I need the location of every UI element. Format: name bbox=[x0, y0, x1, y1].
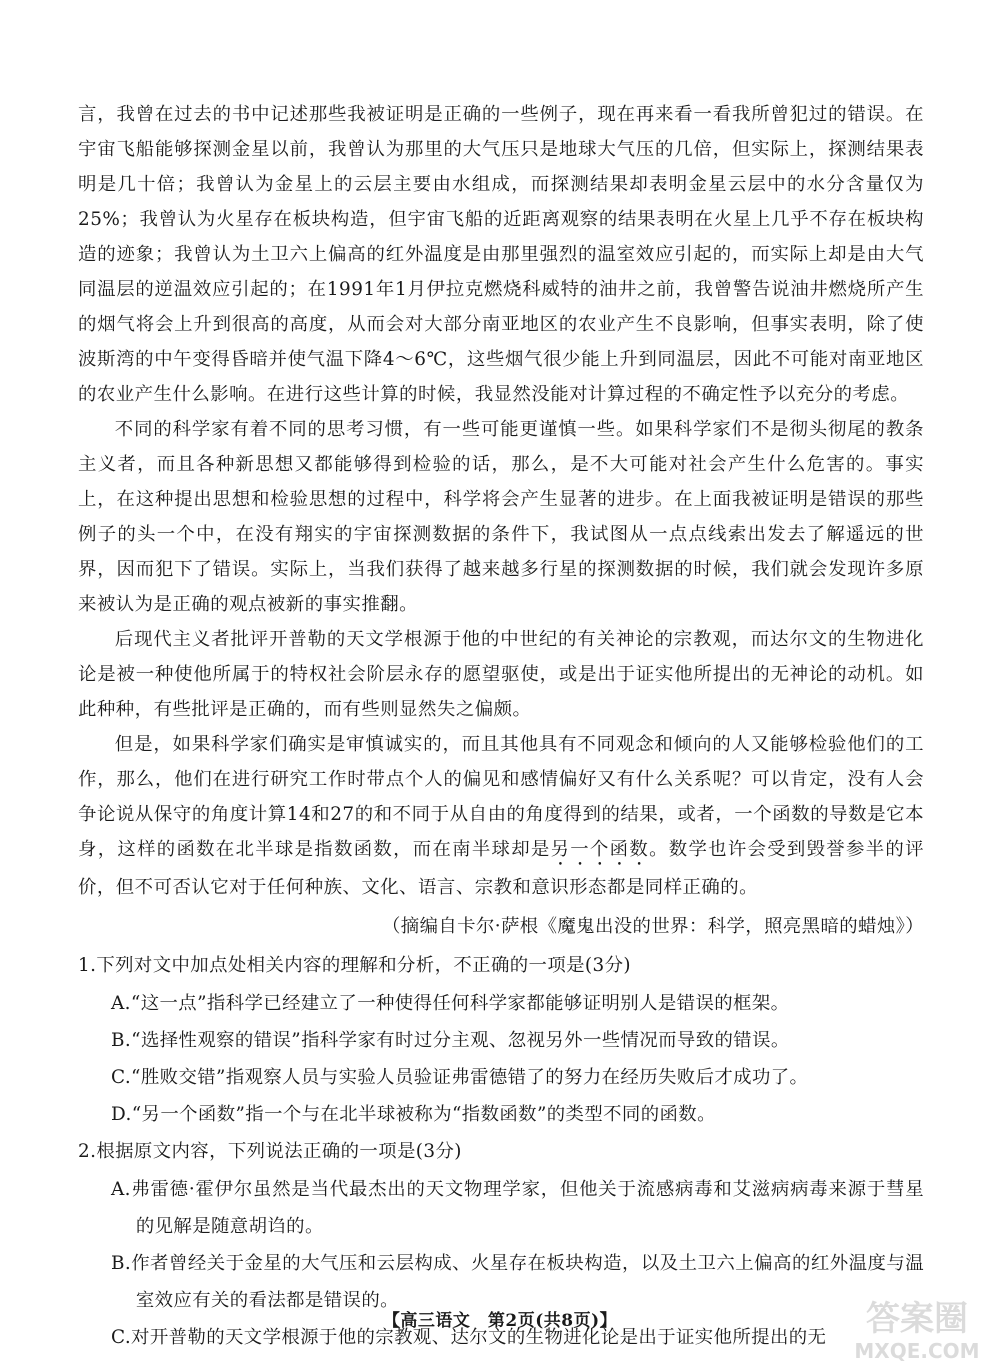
paragraph-4 bbox=[78, 727, 924, 905]
question-stem: 1.下列对文中加点处相关内容的理解和分析，不正确的一项是(3分) bbox=[78, 955, 631, 976]
option-a: A.“这一点”指科学已经建立了一种使得任何科学家都能够证明别人是错误的框架。 bbox=[111, 993, 790, 1014]
paragraph-4-after: 。数学也许会受到毁誉参半的评价，但不可否认它对于任何种族、文化、语言、宗教和意识形态都是同样正确的。 bbox=[78, 839, 924, 898]
paragraph-2: 不同的科学家有着不同的思考习惯，有一些可能更谨慎一些。如果科学家们不是彻头彻尾的教条主义者，而且各种新思想又都能够得到检验的话，那么，是不大可能对社会产生什么危害的。事实上，在这种提出思想和检验思想的过程中，科学将会产生显著的进步。在上面我被证明是错误的那些例子的头一个中，在没有翔实的宇宙探测数据的条件下，我试图从一点点线索出发去了解遥远的世界，因而犯下了错误。实际上，当我们获得了越来越多行星的探测数据的时候，我们就会发现许多原来被认为是正确的观点被新的事实推翻。 bbox=[78, 419, 924, 615]
question-1 bbox=[78, 947, 924, 1133]
paragraph-3: 后现代主义者批评开普勒的天文学根源于他的中世纪的有关神论的宗教观，而达尔文的生物进化论是被一种使他所属于的特权社会阶层永存的愿望驱使，或是出于证实他所提出的无神论的动机。如此种种，有些批评是正确的，而有些则显然失之偏颇。 bbox=[78, 629, 924, 720]
option-a: A.弗雷德·霍伊尔虽然是当代最杰出的天文物理学家，但他关于流感病毒和艾滋病病毒来源于彗星的见解是随意胡诌的。 bbox=[111, 1179, 924, 1237]
question-stem: 2.根据原文内容，下列说法正确的一项是(3分) bbox=[78, 1141, 462, 1162]
watermark-logo bbox=[842, 1292, 992, 1364]
emphasized-phrase: 另一个函数 bbox=[550, 839, 650, 860]
watermark-top-text: 答案圈 bbox=[866, 1299, 968, 1339]
document-body bbox=[78, 97, 924, 1356]
watermark-bottom-text: MXQE.COM bbox=[854, 1339, 980, 1363]
option-c: C.“胜败交错”指观察人员与实验人员验证弗雷德错了的努力在经历失败后才成功了。 bbox=[111, 1067, 809, 1088]
page-footer: 【高三语文 第2页(共8页)】 bbox=[382, 1311, 618, 1331]
paragraph-4-before: 但是，如果科学家们确实是审慎诚实的，而且其他具有不同观念和倾向的人又能够检验他们的工作，那么，他们在进行研究工作时带点个人的偏见和感情偏好又有什么关系呢？可以肯定，没有人会争论说从保守的角度计算14和27的和不同于从自由的角度得到的结果，或者，一个函数的导数是它本身，这样的函数在北半球是指数函数，而在南半球却是 bbox=[78, 734, 924, 860]
option-c: C.对开普勒的天文学根源于他的宗教观、达尔文的生物进化论是出于证实他所提出的无 bbox=[111, 1327, 827, 1348]
paragraph-1: 言，我曾在过去的书中记述那些我被证明是正确的一些例子，现在再来看一看我所曾犯过的错误。在宇宙飞船能够探测金星以前，我曾认为那里的大气压只是地球大气压的几倍，但实际上，探测结果表明是几十倍；我曾认为金星上的云层主要由水组成，而探测结果却表明金星云层中的水分含量仅为25%；我曾认为火星存在板块构造，但宇宙飞船的近距离观察的结果表明在火星上几乎不存在板块构造的迹象；我曾认为土卫六上偏高的红外温度是由那里强烈的温室效应引起的，而实际上却是由大气同温层的逆温效应引起的；在1991年1月伊拉克燃烧科威特的油井之前，我曾警告说油井燃烧所产生的烟气将会上升到很高的高度，从而会对大部分南亚地区的农业产生不良影响，但事实表明，除了使波斯湾的中午变得昏暗并使气温下降4～6℃，这些烟气很少能上升到同温层，因此不可能对南亚地区的农业产生什么影响。在进行这些计算的时候，我显然没能对计算过程的不确定性予以充分的考虑。 bbox=[78, 104, 924, 405]
option-d: D.“另一个函数”指一个与在北半球被称为“指数函数”的类型不同的函数。 bbox=[111, 1104, 716, 1125]
source-citation: （摘编自卡尔·萨根《魔鬼出没的世界：科学，照亮黑暗的蜡烛》） bbox=[382, 916, 924, 937]
option-b: B.作者曾经关于金星的大气压和云层构成、火星存在板块构造，以及土卫六上偏高的红外温度与温室效应有关的看法都是错误的。 bbox=[111, 1253, 924, 1311]
option-b: B.“选择性观察的错误”指科学家有时过分主观、忽视另外一些情况而导致的错误。 bbox=[111, 1030, 790, 1051]
